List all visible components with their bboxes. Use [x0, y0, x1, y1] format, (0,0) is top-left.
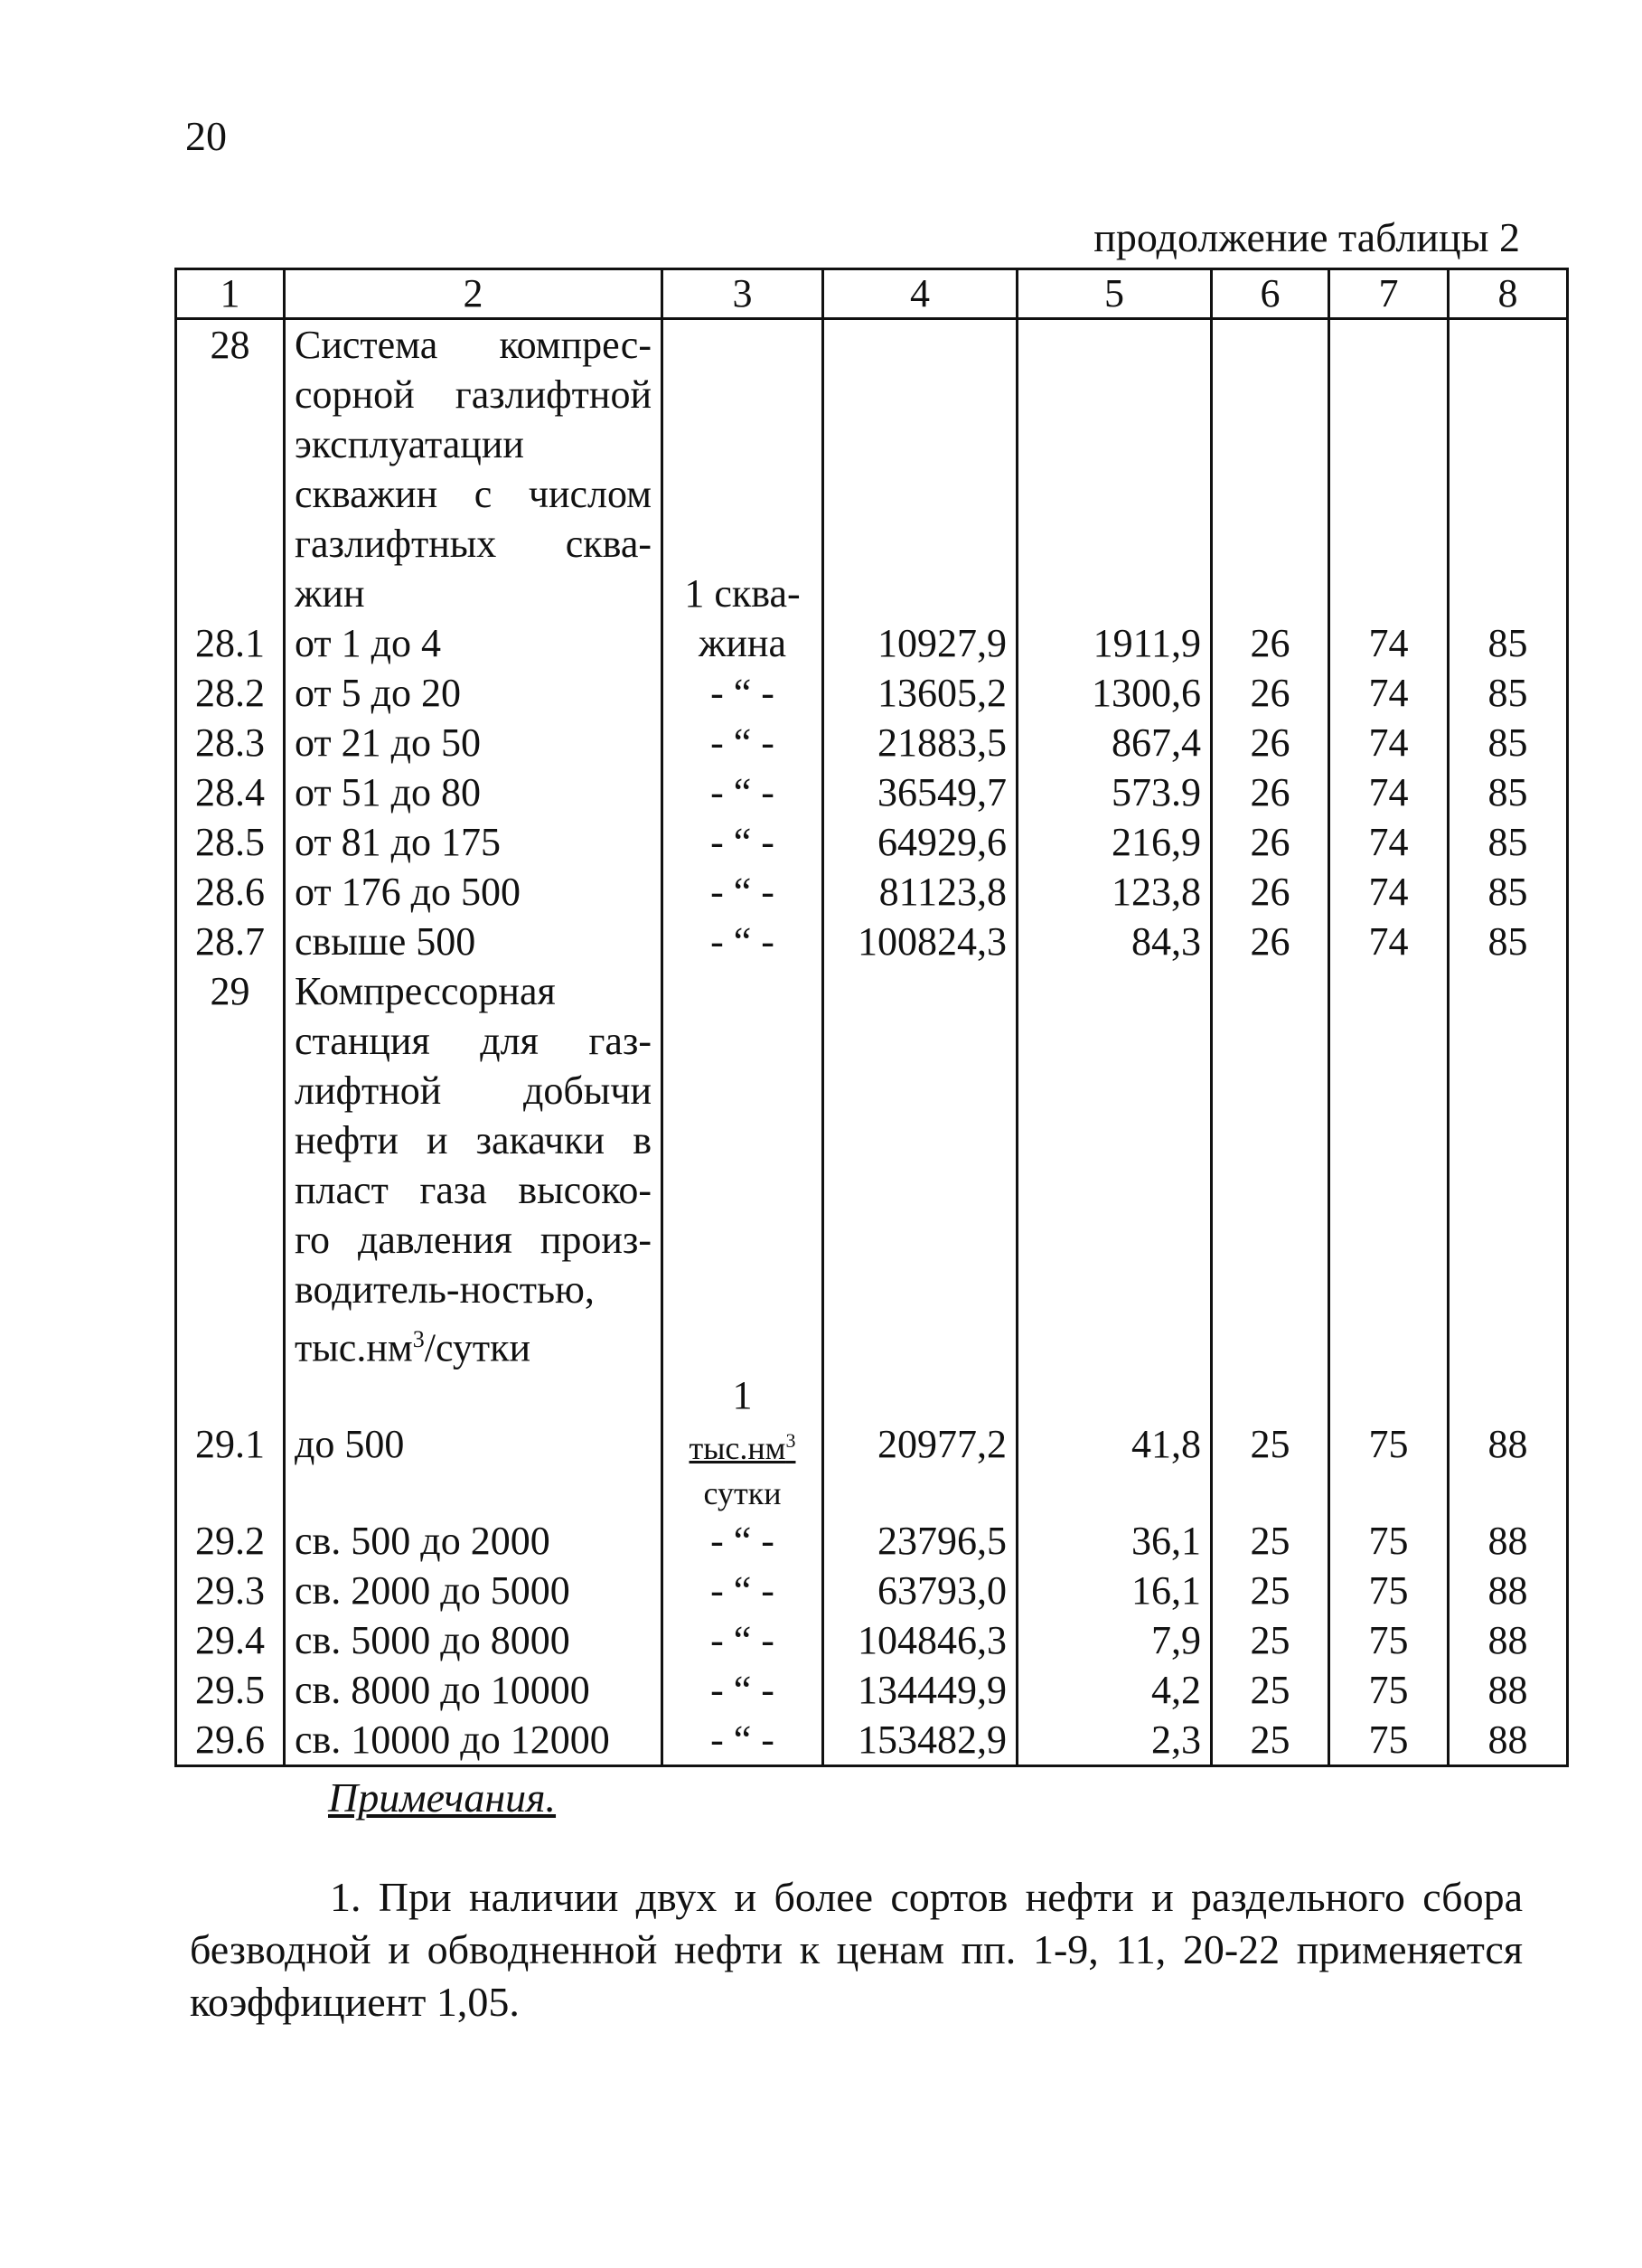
row-description: свыше 500 [285, 917, 662, 966]
unit-superscript: 3 [412, 1326, 425, 1352]
section-title-line: Система компрес- [295, 323, 652, 367]
value-col-7: 74 [1329, 718, 1449, 767]
row-number: 28.1 [176, 618, 285, 668]
value-col-6: 26 [1212, 718, 1329, 767]
value-col-7: 75 [1329, 1715, 1449, 1766]
value-col-7: 74 [1329, 867, 1449, 917]
value-col-6: 26 [1212, 817, 1329, 867]
row-number: 29.3 [176, 1566, 285, 1615]
section-title-line: скважин с числом [295, 472, 652, 516]
value-col-4: 64929,6 [823, 817, 1018, 867]
table-row [176, 718, 1568, 767]
value-col-4: 63793,0 [823, 1566, 1018, 1615]
value-col-7: 74 [1329, 917, 1449, 966]
value-col-6: 26 [1212, 668, 1329, 718]
table-row [176, 618, 1568, 668]
value-col-7: 74 [1329, 668, 1449, 718]
table-row [176, 917, 1568, 966]
section-title-line: газлифтных сква- [295, 522, 652, 566]
value-col-4: 13605,2 [823, 668, 1018, 718]
table-header-row [176, 269, 1568, 319]
value-col-5: 1300,6 [1018, 668, 1212, 718]
page-number: 20 [185, 113, 227, 159]
value-col-5: 573.9 [1018, 767, 1212, 817]
row-description: св. 10000 до 12000 [285, 1715, 662, 1766]
price-table [174, 268, 1569, 1767]
value-col-6: 25 [1212, 1615, 1329, 1665]
row-number: 29.1 [176, 1373, 285, 1516]
row-description: до 500 [285, 1373, 662, 1516]
value-col-6: 26 [1212, 867, 1329, 917]
value-col-4: 23796,5 [823, 1516, 1018, 1566]
value-col-8: 85 [1449, 867, 1568, 917]
row-number: 29.6 [176, 1715, 285, 1766]
row-description: от 176 до 500 [285, 867, 662, 917]
unit-cell: - “ - [662, 767, 823, 817]
value-col-5: 41,8 [1018, 1373, 1212, 1516]
unit-cell: - “ - [662, 1615, 823, 1665]
header-col-5: 5 [1018, 269, 1212, 319]
section-title-line: водитель-ностью, [295, 1267, 595, 1312]
value-col-8: 88 [1449, 1665, 1568, 1715]
unit-cell: - “ - [662, 1715, 823, 1766]
table-caption: продолжение таблицы 2 [1093, 214, 1520, 260]
row-description: от 51 до 80 [285, 767, 662, 817]
row-description: св. 500 до 2000 [285, 1516, 662, 1566]
table-row [176, 867, 1568, 917]
note-item: 1. При наличии двух и более сортов нефти и раздельного сбора безводной и обводненной нефти к ценам пп. 1-9, 11, 20-22 применяется коэффициент 1,05. [190, 1874, 1523, 2025]
value-col-7: 75 [1329, 1373, 1449, 1516]
value-col-4: 36549,7 [823, 767, 1018, 817]
value-col-5: 867,4 [1018, 718, 1212, 767]
value-col-4: 20977,2 [823, 1373, 1018, 1516]
value-col-4: 104846,3 [823, 1615, 1018, 1665]
value-col-5: 2,3 [1018, 1715, 1212, 1766]
row-number: 29.5 [176, 1665, 285, 1715]
unit-cell: - “ - [662, 668, 823, 718]
value-col-7: 74 [1329, 817, 1449, 867]
value-col-5: 216,9 [1018, 817, 1212, 867]
value-col-8: 88 [1449, 1516, 1568, 1566]
unit-text: /сутки [424, 1325, 531, 1370]
header-col-1: 1 [176, 269, 285, 319]
section-title-line: сорной газлифтной [295, 372, 652, 417]
unit-cell: - “ - [662, 718, 823, 767]
row-description: от 21 до 50 [285, 718, 662, 767]
value-col-4: 100824,3 [823, 917, 1018, 966]
value-col-6: 25 [1212, 1566, 1329, 1615]
unit-cell: - “ - [662, 1665, 823, 1715]
header-col-3: 3 [662, 269, 823, 319]
value-col-8: 85 [1449, 718, 1568, 767]
value-col-6: 26 [1212, 917, 1329, 966]
section-title-line: эксплуатации [295, 422, 524, 466]
value-col-6: 26 [1212, 618, 1329, 668]
row-description: от 1 до 4 [285, 618, 662, 668]
row-number: 29.4 [176, 1615, 285, 1665]
row-description: св. 5000 до 8000 [285, 1615, 662, 1665]
value-col-6: 25 [1212, 1665, 1329, 1715]
value-col-8: 88 [1449, 1566, 1568, 1615]
section-title-line: Компрессорная [295, 969, 556, 1013]
value-col-4: 21883,5 [823, 718, 1018, 767]
value-col-5: 84,3 [1018, 917, 1212, 966]
table-row [176, 1373, 1568, 1516]
value-col-4: 153482,9 [823, 1715, 1018, 1766]
header-col-2: 2 [285, 269, 662, 319]
row-number: 28.7 [176, 917, 285, 966]
value-col-7: 75 [1329, 1566, 1449, 1615]
section-title-line [295, 1314, 652, 1373]
header-col-8: 8 [1449, 269, 1568, 319]
value-col-7: 75 [1329, 1615, 1449, 1665]
table-row [176, 1516, 1568, 1566]
value-col-5: 4,2 [1018, 1665, 1212, 1715]
unit-cell: - “ - [662, 1566, 823, 1615]
value-col-4: 10927,9 [823, 618, 1018, 668]
value-col-8: 88 [1449, 1373, 1568, 1516]
value-col-8: 88 [1449, 1615, 1568, 1665]
unit-superscript: 3 [785, 1428, 796, 1452]
value-col-7: 75 [1329, 1665, 1449, 1715]
section-title-line: нефти и закачки в [295, 1118, 652, 1162]
table-row [176, 1665, 1568, 1715]
row-description: от 5 до 20 [285, 668, 662, 718]
value-col-4: 81123,8 [823, 867, 1018, 917]
unit-cell: - “ - [662, 917, 823, 966]
table-row [176, 817, 1568, 867]
section-title [285, 966, 662, 1373]
value-col-6: 25 [1212, 1715, 1329, 1766]
value-col-5: 16,1 [1018, 1566, 1212, 1615]
table-row [176, 1566, 1568, 1615]
unit-cell: жина [662, 618, 823, 668]
unit-cell [662, 1373, 823, 1516]
value-col-6: 25 [1212, 1373, 1329, 1516]
value-col-8: 88 [1449, 1715, 1568, 1766]
header-col-7: 7 [1329, 269, 1449, 319]
header-col-4: 4 [823, 269, 1018, 319]
value-col-6: 25 [1212, 1516, 1329, 1566]
value-col-5: 7,9 [1018, 1615, 1212, 1665]
unit-cell: - “ - [662, 1516, 823, 1566]
row-description: св. 2000 до 5000 [285, 1566, 662, 1615]
table-row [176, 1615, 1568, 1665]
unit-line [672, 1418, 812, 1471]
section-28-row [176, 319, 1568, 619]
unit-cell: 1 сква- [662, 319, 823, 619]
unit-text: тыс.нм [295, 1325, 413, 1370]
unit-line: 1 [732, 1372, 753, 1417]
value-col-8: 85 [1449, 817, 1568, 867]
section-title [285, 319, 662, 619]
row-description: св. 8000 до 10000 [285, 1665, 662, 1715]
table-row [176, 767, 1568, 817]
value-col-8: 85 [1449, 618, 1568, 668]
value-col-8: 85 [1449, 668, 1568, 718]
row-number: 28.5 [176, 817, 285, 867]
value-col-7: 75 [1329, 1516, 1449, 1566]
section-number: 28 [176, 319, 285, 619]
value-col-5: 1911,9 [1018, 618, 1212, 668]
value-col-7: 74 [1329, 767, 1449, 817]
value-col-6: 26 [1212, 767, 1329, 817]
value-col-8: 85 [1449, 767, 1568, 817]
value-col-5: 123,8 [1018, 867, 1212, 917]
row-number: 29.2 [176, 1516, 285, 1566]
section-title-line: го давления произ- [295, 1218, 652, 1262]
table-row [176, 668, 1568, 718]
section-title-line: станция для газ- [295, 1019, 652, 1063]
unit-cell: - “ - [662, 817, 823, 867]
section-title-line: жин [295, 571, 365, 616]
unit-cell: - “ - [662, 867, 823, 917]
header-col-6: 6 [1212, 269, 1329, 319]
value-col-4: 134449,9 [823, 1665, 1018, 1715]
row-description: от 81 до 175 [285, 817, 662, 867]
row-number: 28.4 [176, 767, 285, 817]
unit-text: тыс.нм [689, 1429, 786, 1466]
unit-line: сутки [703, 1474, 782, 1511]
row-number: 28.6 [176, 867, 285, 917]
row-number: 28.3 [176, 718, 285, 767]
value-col-7: 74 [1329, 618, 1449, 668]
section-29-row [176, 966, 1568, 1373]
value-col-5: 36,1 [1018, 1516, 1212, 1566]
section-title-line: лифтной добычи [295, 1068, 652, 1113]
section-number: 29 [176, 966, 285, 1373]
table-row [176, 1715, 1568, 1766]
section-title-line: пласт газа высоко- [295, 1168, 652, 1212]
notes-title: Примечания. [328, 1774, 557, 1821]
value-col-8: 85 [1449, 917, 1568, 966]
row-number: 28.2 [176, 668, 285, 718]
